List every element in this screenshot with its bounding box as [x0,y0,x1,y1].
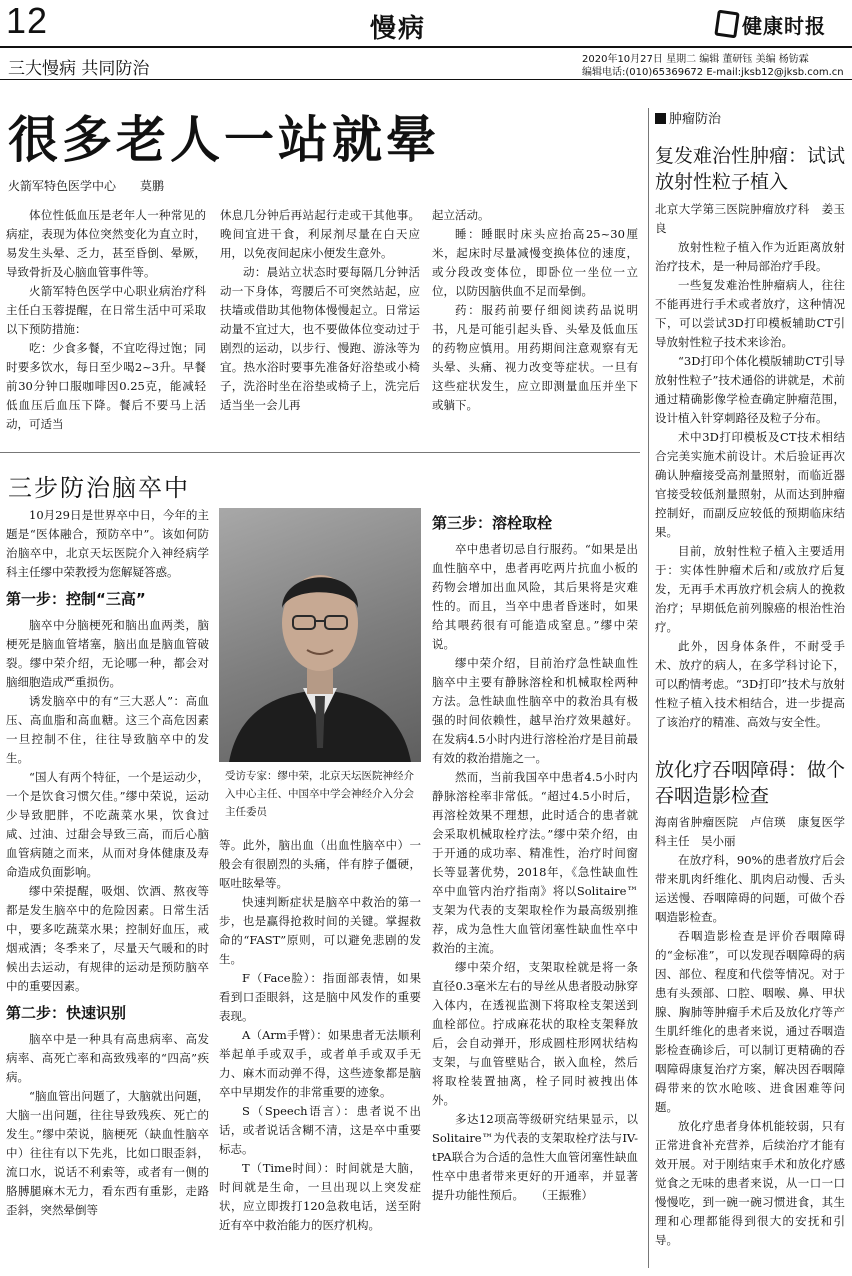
paragraph: 然而，当前我国卒中患者4.5小时内静脉溶栓率非常低。“超过4.5小时后，再溶栓效果不理想，此时适合的患者就会采取机械取栓疗法。”缪中荣介绍，由于开通的成功率、精准性，治疗时间窗长等显著优势，2018年，《急性缺血性卒中血管内治疗指南》将以Solitaire™支架为代表的支架取栓作为最高级别推荐，成为急性大血管闭塞性缺血性卒中救治的主流。 [432,770,638,955]
subheading: 第三步：溶栓取栓 [432,514,553,532]
portrait-illustration [219,508,421,762]
paragraph: 吞咽造影检查是评价吞咽障碍的“金标准”，可以发现吞咽障碍的病因、部位、程度和代偿等情况。对于患有头颈部、口腔、咽喉、鼻、甲状腺、胸肺等肿瘤手术后及放化疗等产生肌纤维化的患者来说，通过吞咽造影检查确诊后，可以制订更精确的吞咽障碍康复治疗方案，解决因吞咽障碍带来的饮水呛咳、进食困难等问题。 [655,929,845,1114]
paragraph: 体位性低血压是老年人一种常见的病症，表现为体位突然变化为直立时，易发生头晕、乏力，甚至昏倒、晕厥，导致骨折及心脑血管事件等。 [6,208,206,279]
article1-col2 [220,206,420,450]
paragraph: 休息几分钟后再站起行走或干其他事。晚间宜进干食，利尿剂尽量在白天应用，以免夜间起床小便发生意外。 [220,208,420,260]
paragraph: 起立活动。 [432,208,490,222]
paragraph: 火箭军特色医学中心职业病治疗科主任白玉蓉提醒，在日常生活中可采取以下预防措施： [6,284,206,336]
sidebar-story2-body [655,813,845,1253]
paragraph: 一些复发难治性肿瘤病人，往往不能再进行手术或者放疗，这种情况下，可以尝试3D打印模板辅助CT引导放射性粒子技术来诊治。 [655,278,845,349]
expert-photo [219,508,421,762]
article1-headline: 很多老人一站就晕 [8,110,440,169]
article2-col2 [219,836,421,1246]
paragraph: 药：服药前要仔细阅读药品说明书，凡是可能引起头昏、头晕及低血压的药物应慎用。用药期间注意观察有无头晕、头痛、视力改变等症状。一旦有这些症状发生，应立即测量血压并坐下或躺下。 [432,303,638,412]
paragraph: 诱发脑卒中的有“三大恶人”：高血压、高血脂和高血糖。这三个高危因素一旦控制不住，往往导致脑卒中的发生。 [6,694,209,765]
paragraph: 目前，放射性粒子植入主要适用于：实体性肿瘤术后和/或放疗后复发，无再手术再放疗机会病人的挽救治疗；早期低危前列腺癌的根治性治疗。 [655,544,845,634]
paragraph: 此外，因身体条件，不耐受手术、放疗的病人，在多学科讨论下，可以酌情考虑。“3D打印”技术与放射性粒子植入技术相结合，进一步提高了该治疗的精准、高效与安全性。 [655,639,845,729]
topic-rule [0,79,852,80]
author-line: 北京大学第三医院肿瘤放疗科 姜玉良 [655,202,845,235]
section-title: 慢病 [370,14,427,44]
article1-byline: 火箭军特色医学中心 莫鹏 [8,179,165,193]
sidebar-story1-title: 复发难治性肿瘤：试试放射性粒子植入 [655,145,846,193]
paragraph: 缪中荣提醒，吸烟、饮酒、熬夜等都是发生脑卒中的危险因素。日常生活中，要多吃蔬菜水果；控制好血压，戒烟戒酒；冬季来了，尽量天气暖和的时候出去运动，有规律的运动是预防脑卒中的重要因素。 [6,884,209,993]
paragraph: 术中3D打印模板及CT技术相结合完美实施术前设计。术后验证再次确认肿瘤接受高剂量照射，而临近器官接受较低剂量照射，从而达到肿瘤控制好，而副反应较低的预期临床结果。 [655,430,845,539]
sidebar-story1-body [655,200,845,748]
sidebar-section-text: 肿瘤防治 [669,112,722,127]
paragraph: 缪中荣介绍，支架取栓就是将一条直径0.3毫米左右的导丝从患者股动脉穿入体内，在透视监测下将取栓支架送到血栓部位。拧成麻花状的取栓支架释放后，会自动弹开，形成圆柱形网状结构支架，与血管壁贴合，嵌入血栓，然后将取栓装置抽离，栓子同时被拽出体外。 [432,960,638,1107]
paragraph: A（Arm手臂）：如果患者无法顺利举起单手或双手，或者单手或双手无力、麻木而动弹不得，这些迹象都是脑卒中早期发作的非常重要的迹象。 [219,1028,421,1099]
paragraph: 10月29日是世界卒中日，今年的主题是“医体融合，预防卒中”。该如何防治脑卒中，北京天坛医院介入神经病学科主任缪中荣教授为您解疑答惑。 [6,508,209,579]
subheading: 第二步：快速识别 [6,1004,127,1022]
paragraph: 睡：睡眠时床头应抬高25~30厘米，起床时尽量减慢变换体位的速度，或分段改变体位，即卧位一坐位一立位，以防因脑供血不足而晕倒。 [432,227,638,298]
article2-col3 [432,506,638,1246]
page-number: 12 [6,0,49,41]
paragraph: 多达12项高等级研究结果显示，以Solitaire™为代表的支架取栓疗法与IV-tPA联合为合适的急性大血管闭塞性缺血性卒中患者带来更好的开通率，并显著提升功能性预后。 （王振雅） [432,1112,638,1202]
subheading: 第一步：控制“三高” [6,590,146,608]
paragraph: 缪中荣介绍，目前治疗急性缺血性脑卒中主要有静脉溶栓和机械取栓两种方法。急性缺血性脑卒中的救治具有极强的时间依赖性，越早治疗效果越好。在发病4.5小时内进行溶栓治疗是目前最有效的救治措施之一。 [432,656,638,765]
paragraph: 脑卒中分脑梗死和脑出血两类，脑梗死是脑血管堵塞，脑出血是脑血管破裂。缪中荣介绍，无论哪一种，都会对脑细胞造成严重损伤。 [6,618,209,689]
article1-col3 [432,206,638,450]
logo-text: 健康时报 [742,13,826,38]
article-separator [0,452,640,453]
paragraph: 吃：少食多餐，不宜吃得过饱；同时要多饮水，每日至少喝2~3升。早餐前30分钟口服咖啡因0.25克，能减轻低血压后血压下降。餐后不要马上活动，可适当 [6,341,206,431]
paragraph: 放射性粒子植入作为近距离放射治疗技术，是一种局部治疗手段。 [655,240,845,273]
paragraph: F（Face脸）：指面部表情，如果看到口歪眼斜，这是脑中风发作的重要表现。 [219,971,421,1023]
square-bullet-icon [655,113,666,124]
paragraph: 卒中患者切忌自行服药。“如果是出血性脑卒中，患者再吃两片抗血小板的药物会增加出血风险，其后果将是灾难性的。而且，当卒中患者昏迷时，如果给其喂药很有可能造成窒息。”缪中荣说。 [432,542,638,651]
sidebar-story2-title: 放化疗吞咽障碍：做个吞咽造影检查 [655,759,846,807]
article2-headline: 三步防治脑卒中 [8,474,190,502]
paragraph: “国人有两个特征，一个是运动少，一个是饮食习惯欠佳。”缪中荣说，运动少导致肥胖，不吃蔬菜水果，饮食过咸、过油、过甜会导致三高，而后心脑血管病随之而来，从而对身体健康及寿命造成负面影响。 [6,770,209,879]
paragraph: S（Speech语言）：患者说不出话，或者说话含糊不清，这是卒中重要标志。 [219,1104,421,1156]
paragraph: 放化疗患者身体机能较弱，只有正常进食补充营养，后续治疗才能有效开展。对于刚结束手术和放化疗感觉食之无味的患者来说，从一口一口慢慢吃，到一碗一碗习惯进食，其生理和心理都能得到很大的安抚和引导。 [655,1119,845,1247]
article2-col1 [6,506,209,1246]
page-topic: 三大慢病 共同防治 [8,59,150,79]
paragraph: T（Time时间）：时间就是大脑，时间就是生命，一旦出现以上突发症状，应立即拨打120急救电话，送至附近有卒中救治能力的医疗机构。 [219,1161,421,1232]
column-divider [648,108,649,1268]
paragraph: 脑卒中是一种具有高患病率、高发病率、高死亡率和高致残率的“四高”疾病。 [6,1032,209,1084]
newspaper-logo [716,6,846,42]
article1-col1 [6,206,206,450]
author-line: 海南省肿瘤医院 卢信瑛 康复医学科主任 吴小丽 [655,815,845,848]
paragraph: 等。此外，脑出血（出血性脑卒中）一般会有很剧烈的头痛，伴有脖子僵硬，呕吐眩晕等。 [219,838,421,890]
logo-mark-icon [714,10,739,39]
photo-caption: 受访专家：缪中荣，北京天坛医院神经介入中心主任、中国卒中学会神经介入分会主任委员 [225,770,414,818]
sidebar-section-label [655,108,721,127]
date-editor-line: 2020年10月27日 星期二 编辑 董研钰 美编 杨钫霖 [582,54,809,65]
masthead-rule [0,46,852,48]
paragraph: “脑血管出问题了，大脑就出问题，大脑一出问题，往往导致残疾、死亡的发生。”缪中荣说，脑梗死（缺血性脑卒中）往往有以下先兆，比如口眼歪斜，流口水，说话不利索等，或者有一侧的胳膊腿麻木无力，看东西有重影，走路歪斜，突然晕倒等 [6,1089,209,1217]
paragraph: 快速判断症状是脑卒中救治的第一步，也是赢得抢救时间的关键。掌握救命的“FAST”原则，可以避免悲剧的发生。 [219,895,421,966]
paragraph: “3D打印个体化模版辅助CT引导放射性粒子”技术通俗的讲就是，术前通过精确影像学检查确定肿瘤范围，设计植入针穿刺路径及粒子分布。 [655,354,845,425]
paragraph: 在放疗科，90%的患者放疗后会带来肌肉纤维化、肌肉启动慢、舌头运送慢、吞咽障碍的问题，可做个吞咽造影检查。 [655,853,845,924]
contact-line: 编辑电话:(010)65369672 E-mail:jksb12@jksb.com.cn [582,67,844,78]
paragraph: 动：晨站立状态时要每隔几分钟活动一下身体，弯腰后不可突然站起，应扶墙或借助其他物体慢慢起立。日常运动量不宜过大，也不要做体位变动过于剧烈的运动，以步行、慢跑、游泳等为宜。热水浴时要事先准备好浴垫或小椅子，洗浴时坐在浴垫或椅子上，洗完后适当坐一会儿再 [220,265,420,412]
